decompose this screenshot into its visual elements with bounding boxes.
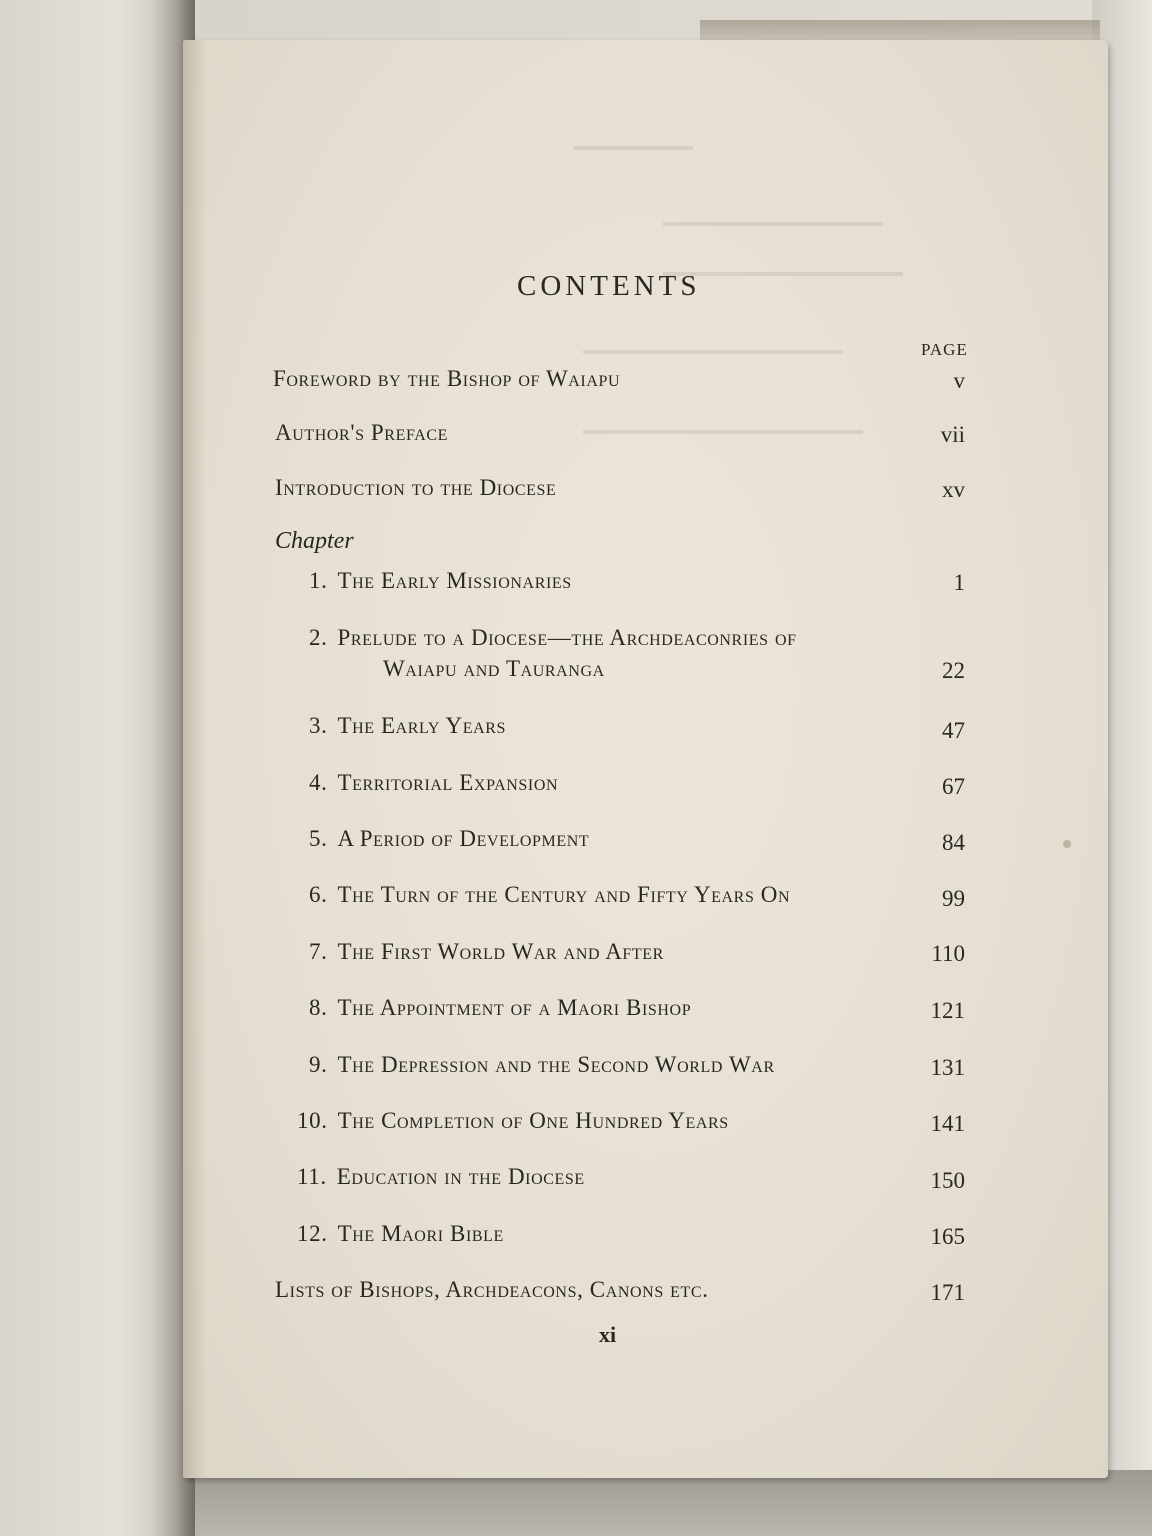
toc-page-chapter-12: 165 [930,1224,965,1249]
toc-chapter-11 [297,1164,585,1190]
toc-page-chapter-7: 110 [931,941,965,966]
chapter-number: 9. [309,1052,328,1077]
toc-page-chapter-3: 47 [942,718,965,743]
toc-chapter-8 [309,995,691,1021]
toc-chapter-7 [309,939,664,965]
chapter-title: The Early Missionaries [337,568,572,593]
toc-page-chapter-5: 84 [942,830,965,855]
chapter-title: The Appointment of a Maori Bishop [337,995,692,1020]
page-column-label: PAGE [921,340,968,359]
toc-chapter-6 [309,882,790,908]
contents-page [183,40,1108,1478]
toc-chapter-2 [309,625,797,651]
page-number: xi [599,1322,617,1347]
chapter-title: The Completion of One Hundred Years [337,1108,729,1133]
toc-entry-lists: Lists of Bishops, Archdeacons, Canons etc. [275,1277,709,1302]
chapter-title: A Period of Development [337,826,590,851]
chapter-number: 8. [309,995,328,1020]
toc-page-preface: vii [940,422,965,447]
chapter-number: 5. [309,826,328,851]
toc-chapter-1 [309,568,572,594]
toc-entry-foreword: Foreword by the Bishop of Waiapu [273,366,621,391]
page-title: CONTENTS [517,270,701,302]
toc-chapter-3 [309,713,506,739]
chapter-number: 3. [309,713,328,738]
toc-page-chapter-9: 131 [930,1055,965,1080]
chapter-title: The Maori Bible [337,1221,504,1246]
toc-page-chapter-11: 150 [930,1168,965,1193]
chapter-number: 7. [309,939,328,964]
toc-chapter-12 [297,1221,504,1247]
toc-page-lists: 171 [930,1280,965,1305]
chapter-title: Prelude to a Diocese—the Archdeaconries of [337,625,797,650]
toc-page-chapter-6: 99 [942,886,965,911]
toc-page-chapter-8: 121 [930,998,965,1023]
chapter-number: 12. [297,1221,328,1246]
toc-page-chapter-4: 67 [942,774,965,799]
toc-page-introduction: xv [942,477,965,502]
chapter-number: 6. [309,882,328,907]
toc-page-chapter-2: 22 [942,658,965,683]
toc-chapter-4 [309,770,558,796]
chapter-number: 11. [297,1164,327,1189]
toc-chapter-10 [297,1108,729,1134]
chapter-number: 2. [309,625,328,650]
table-shadow [160,1470,1152,1536]
paper-spot [1063,840,1071,848]
chapter-number: 4. [309,770,328,795]
chapter-number: 1. [309,568,328,593]
toc-page-chapter-10: 141 [930,1111,965,1136]
chapter-title: The Turn of the Century and Fifty Years On [337,882,791,907]
toc-entry-introduction: Introduction to the Diocese [275,475,557,500]
toc-page-chapter-1: 1 [953,570,965,595]
toc-entry-preface: Author's Preface [275,420,449,445]
chapter-title: The First World War and After [337,939,664,964]
chapter-title: Education in the Diocese [336,1164,585,1189]
toc-chapter-5 [309,826,589,852]
chapter-number: 10. [297,1108,328,1133]
chapter-label: Chapter [275,528,354,554]
chapter-title: The Depression and the Second World War [337,1052,775,1077]
toc-page-foreword: v [953,368,965,393]
page-gutter [183,40,207,1478]
toc-chapter-9 [309,1052,775,1078]
chapter-title: Territorial Expansion [337,770,559,795]
toc-chapter-2-line2: Waiapu and Tauranga [383,656,605,681]
chapter-title: The Early Years [337,713,506,738]
